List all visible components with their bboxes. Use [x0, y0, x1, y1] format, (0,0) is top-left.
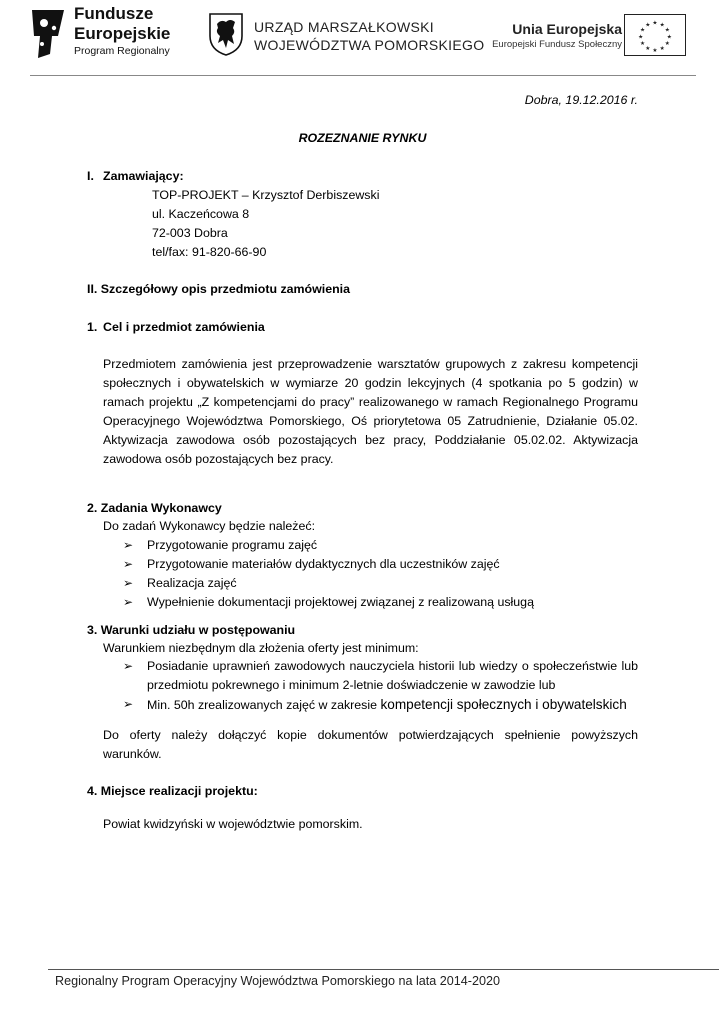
list-item: [123, 536, 643, 555]
list-item-text: Realizacja zajęć: [147, 576, 237, 590]
pomorskie-crest-icon: [208, 12, 244, 56]
point-1-body: Przedmiotem zamówienia jest przeprowadzenie warsztatów grupowych z zakresu kompetencji społecznych i obywatelskich w wymiarze 20 godzin lekcyjnych (4 spotkania po 5 godzin) w ramach projektu „Z kompetencjami do pracy” realizowanego w ramach Regionalnego Programu Operacyjnego Województwa Pomorskiego, Oś priorytetowa 05 Zatrudnienie, Działanie 05.02. Aktywizacja zawodowa osób pozostających bez pracy, Poddziałanie 05.02.02. Aktywizacja zawodowa osób pozostających bez pracy.: [103, 357, 638, 466]
list-item-text: Min. 50h zrealizowanych zajęć w zakresie: [147, 698, 381, 712]
urzad-marszalkowski-text: [254, 18, 484, 54]
list-item-text: Posiadanie uprawnień zawodowych nauczyciela historii lub wiedzy o społeczeństwie lub przedmiotu pokrewnego i minimum 2-letnie doświadczenie w zawodzie lub: [147, 659, 638, 692]
point-1-number: 1.: [87, 320, 98, 334]
point-2-list: [123, 536, 643, 612]
list-item: [123, 657, 638, 695]
list-item: [123, 574, 643, 593]
client-city: 72-003 Dobra: [152, 226, 228, 240]
svg-text:★: ★: [664, 27, 670, 34]
section-1-number: I.: [87, 169, 94, 183]
fe-line3: Program Regionalny: [74, 45, 170, 57]
svg-text:★: ★: [664, 41, 670, 47]
client-details: [152, 186, 379, 262]
list-item-text: Wypełnienie dokumentacji projektowej związanej z realizowaną usługą: [147, 595, 534, 609]
arrow-bullet-icon: ➢: [123, 557, 134, 571]
point-4-title: 4. Miejsce realizacji projektu:: [87, 784, 258, 798]
list-item: [123, 593, 643, 612]
client-name: TOP-PROJEKT – Krzysztof Derbiszewski: [152, 188, 380, 202]
footer-divider: [48, 969, 719, 970]
point-2-title: 2. Zadania Wykonawcy: [87, 501, 222, 515]
list-item: [123, 695, 638, 715]
fe-line1: Fundusze: [74, 4, 154, 23]
arrow-bullet-icon: ➢: [123, 576, 134, 590]
section-2-title: II. Szczegółowy opis przedmiotu zamówienia: [87, 282, 350, 296]
list-item-text: Przygotowanie materiałów dydaktycznych dla uczestników zajęć: [147, 557, 500, 571]
point-4-body: Powiat kwidzyński w województwie pomorskim.: [103, 817, 363, 831]
svg-text:★: ★: [659, 22, 665, 29]
footer-text: Regionalny Program Operacyjny Województwa Pomorskiego na lata 2014-2020: [55, 974, 500, 988]
point-1-title: Cel i przedmiot zamówienia: [103, 320, 265, 334]
svg-text:★: ★: [666, 34, 672, 41]
svg-text:★: ★: [640, 41, 646, 47]
um-line2: WOJEWÓDZTWA POMORSKIEGO: [254, 37, 485, 53]
section-1-title: Zamawiający:: [103, 169, 184, 183]
client-phone: tel/fax: 91-820-66-90: [152, 245, 267, 259]
list-item: [123, 555, 643, 574]
svg-text:★: ★: [652, 48, 658, 55]
svg-text:★: ★: [640, 27, 646, 34]
arrow-bullet-icon: ➢: [123, 538, 134, 552]
ue-line2: Europejski Fundusz Społeczny: [492, 39, 622, 50]
point-3-title: 3. Warunki udziału w postępowaniu: [87, 623, 296, 637]
svg-text:★: ★: [652, 20, 658, 27]
document-date: Dobra, 19.12.2016 r.: [524, 93, 638, 107]
svg-text:★: ★: [638, 34, 644, 41]
document-title: ROZEZNANIE RYNKU: [298, 131, 427, 145]
point-2-intro: Do zadań Wykonawcy będzie należeć:: [103, 519, 316, 533]
fundusze-europejskie-logo-icon: [30, 6, 68, 60]
client-street: ul. Kaczeńcowa 8: [152, 207, 250, 221]
arrow-bullet-icon: ➢: [123, 659, 134, 673]
fe-line2: Europejskie: [74, 24, 171, 43]
svg-text:★: ★: [659, 46, 665, 53]
um-line1: URZĄD MARSZAŁKOWSKI: [254, 19, 434, 35]
arrow-bullet-icon: ➢: [123, 697, 134, 711]
svg-text:★: ★: [645, 46, 651, 53]
list-item-text-emphasis: kompetencji społecznych i obywatelskich: [380, 697, 627, 712]
eu-flag-icon: [624, 14, 686, 56]
point-3-list: [123, 657, 638, 715]
ue-line1: Unia Europejska: [512, 21, 622, 37]
point-3-outro: Do oferty należy dołączyć kopie dokumentów potwierdzających spełnienie powyższych warunków.: [103, 728, 638, 761]
header-divider: [30, 75, 696, 76]
fundusze-europejskie-text: [74, 4, 170, 58]
arrow-bullet-icon: ➢: [123, 595, 134, 609]
list-item-text: Przygotowanie programu zajęć: [147, 538, 318, 552]
svg-text:★: ★: [645, 22, 651, 29]
unia-europejska-text: [478, 20, 622, 51]
point-3-intro: Warunkiem niezbędnym dla złożenia oferty jest minimum:: [103, 641, 419, 655]
